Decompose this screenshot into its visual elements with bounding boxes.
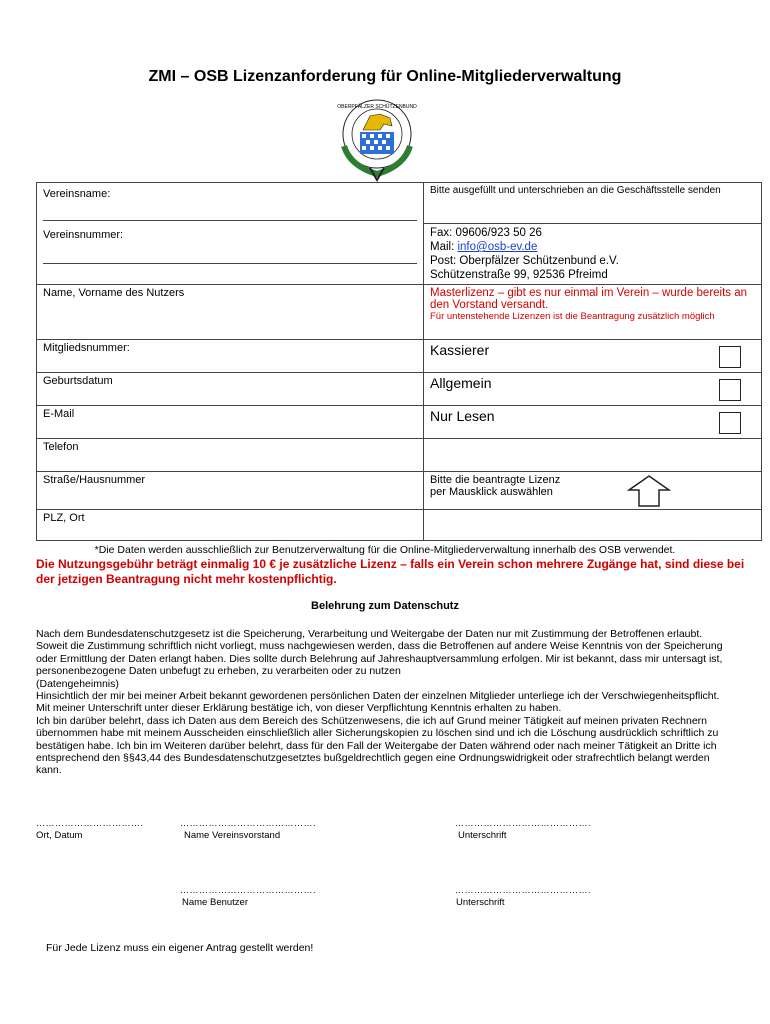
benutzer-name-label: Name Benutzer <box>182 897 249 908</box>
datenschutz-paragraph: (Datengeheimnis) <box>36 677 119 690</box>
benutzer-name-line[interactable]: ……………………………………. <box>180 885 317 895</box>
datenschutz-text <box>36 628 736 777</box>
vorstand-name-label: Name Vereinsvorstand <box>184 830 281 841</box>
vereinsnummer-label: Vereinsnummer: <box>43 229 124 241</box>
plz-ort-cell[interactable] <box>37 510 424 541</box>
telefon-cell[interactable] <box>37 439 424 472</box>
select-hint-cell <box>424 472 762 510</box>
empty-cell <box>424 439 762 472</box>
ort-datum-label: Ort, Datum <box>36 830 83 841</box>
benutzer-signature-line[interactable]: ……………………………………. <box>455 885 592 895</box>
select-hint-1: Bitte die beantragte Lizenz <box>430 474 561 486</box>
master-cell <box>424 285 762 340</box>
master-small: Für untenstehende Lizenzen ist die Beantragung zusätzlich möglich <box>430 311 715 322</box>
data-usage-note: *Die Daten werden ausschließlich zur Benutzerverwaltung für die Online-Mitgliederverwaltung innerhalb des OSB verwendet. <box>94 544 676 556</box>
footer-note: Für Jede Lizenz muss ein eigener Antrag gestellt werden! <box>46 942 314 954</box>
vorstand-name-line[interactable]: ……………………………………. <box>180 818 317 828</box>
nutzer-cell[interactable] <box>37 285 424 340</box>
license-label: Nur Lesen <box>430 408 495 424</box>
geburtsdatum-cell[interactable] <box>37 373 424 406</box>
arrow-up-icon <box>627 474 671 508</box>
post: Post: Oberpfälzer Schützenbund e.V. <box>430 255 619 267</box>
mail-link[interactable]: info@osb-ev.de <box>457 241 538 253</box>
fee-notice: Die Nutzungsgebühr beträgt einmalig 10 € je zusätzliche Lizenz – falls ein Verein schon mehrere Zugänge hat, sind diese bei der jetzigen Beantragung nicht mehr kostenpflichtig. <box>36 557 745 586</box>
mitgliedsnummer-label: Mitgliedsnummer: <box>43 342 130 354</box>
license-allgemein-checkbox[interactable] <box>719 379 741 401</box>
datenschutz-title: Belehrung zum Datenschutz <box>311 600 459 612</box>
mitgliedsnummer-cell[interactable] <box>37 340 424 373</box>
osb-logo <box>330 96 424 182</box>
contact-cell <box>424 224 762 285</box>
license-label: Allgemein <box>430 375 492 391</box>
address: Schützenstraße 99, 92536 Pfreimd <box>430 269 608 281</box>
vereins-cell[interactable] <box>37 183 424 285</box>
select-hint-2: per Mausklick auswählen <box>430 486 553 498</box>
license-allgemein[interactable] <box>424 373 762 406</box>
geburtsdatum-label: Geburtsdatum <box>43 375 113 387</box>
vorstand-signature-line[interactable]: ……………………………………. <box>455 818 592 828</box>
plz-ort-label: PLZ, Ort <box>43 512 85 524</box>
vereinsname-label: Vereinsname: <box>43 188 111 200</box>
fax: Fax: 09606/923 50 26 <box>430 227 542 239</box>
logo-text: OBERPFÄLZER SCHÜTZENBUND <box>337 104 417 110</box>
telefon-label: Telefon <box>43 441 79 453</box>
license-nur-lesen-checkbox[interactable] <box>719 412 741 434</box>
mail-label: Mail: <box>430 241 458 253</box>
license-kassierer[interactable] <box>424 340 762 373</box>
contact-intro-cell <box>424 183 762 224</box>
strasse-label: Straße/Hausnummer <box>43 474 146 486</box>
nutzer-label: Name, Vorname des Nutzers <box>43 287 185 299</box>
email-label: E-Mail <box>43 408 75 420</box>
page-title: ZMI – OSB Lizenzanforderung für Online-Mitgliederverwaltung <box>148 68 622 85</box>
contact-intro: Bitte ausgefüllt und unterschrieben an die Geschäftsstelle senden <box>430 185 721 196</box>
empty-cell <box>424 510 762 541</box>
datenschutz-paragraph: Hinsichtlich der mir bei meiner Arbeit bekannt gewordenen persönlichen Daten der einzelnen Mitglieder unterliege ich der Verschwiegenheitspflicht. Mit meiner Unterschrift unter dieser Erklärung bestätige ich, von dieser Verpflichtung Kenntnis erhalten zu haben. <box>36 690 720 715</box>
benutzer-signature-label: Unterschrift <box>456 897 505 908</box>
ort-datum-line[interactable]: ……………………………. <box>36 818 144 828</box>
strasse-cell[interactable] <box>37 472 424 510</box>
master-text: Masterlizenz – gibt es nur einmal im Verein – wurde bereits an den Vorstand versandt. <box>430 287 748 311</box>
datenschutz-paragraph: Ich bin darüber belehrt, dass ich Daten aus dem Bereich des Schützenwesens, die ich auf Grund meiner Tätigkeit auf meinen privaten Rechnern übernommen habe mit meinem Ausscheiden einschließlich aller Sicherungskopien zu löschen sind und ich die Löschung ausdrücklich schriftlich zu bestätigen habe. Ich bin im Weiteren darüber belehrt, dass für den Fall der Weitergabe der Daten während oder nach meiner Tätigkeit an Dritte ich entsprechend den §§43,44 des Bundesdatenschutzgesetztes bußgeldrechtlich gegen eine Ordnungswidrigkeit oder strafrechtlich belangt werden kann. <box>36 714 719 777</box>
license-kassierer-checkbox[interactable] <box>719 346 741 368</box>
request-form <box>36 182 762 541</box>
datenschutz-paragraph: Nach dem Bundesdatenschutzgesetz ist die Speicherung, Verarbeitung und Weitergabe der Daten nur mit Zustimmung der Betroffenen erlaubt. Soweit die Zustimmung schriftlich nicht vorliegt, muss nachgewiesen werden, dass die Betroffenen auf andere Weise Kenntnis von der Speicherung oder Ermittlung der Daten erlangt haben. Dies sollte durch Belehrung auf Jahreshauptversammlung erfolgen. Mir ist bekannt, dass mir untersagt ist, personenbezogene Daten unbefugt zu erheben, zu verarbeiten oder zu nutzen <box>36 628 723 678</box>
license-label: Kassierer <box>430 342 490 358</box>
email-cell[interactable] <box>37 406 424 439</box>
vorstand-signature-label: Unterschrift <box>458 830 507 841</box>
license-nur-lesen[interactable] <box>424 406 762 439</box>
